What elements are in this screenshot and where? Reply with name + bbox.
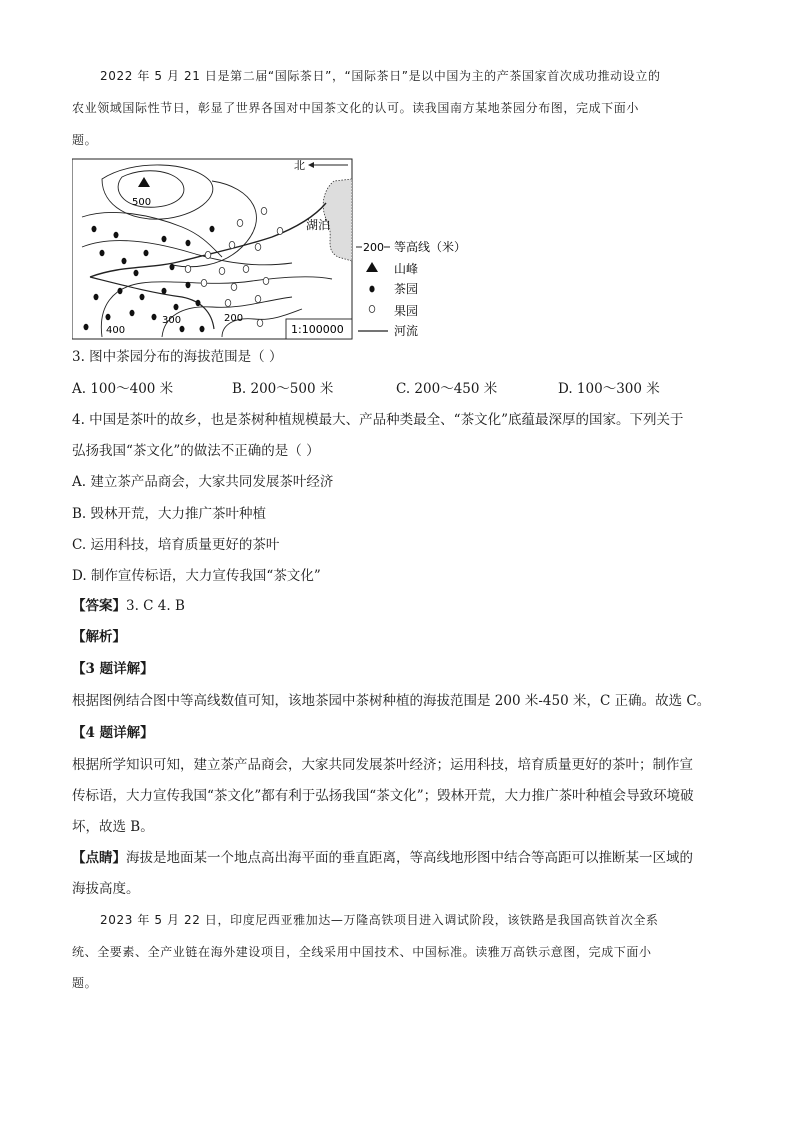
question-3-option-b: B. 200～500 米 [232,381,334,397]
contour-label-300: 300 [162,315,182,326]
orchard-dot [255,295,261,302]
question-4-stem-line-2: 弘扬我国“茶文化”的做法不正确的是（ ） [72,443,320,459]
tea-garden-dot [180,326,185,332]
tea-garden-dot [200,326,205,332]
tea-garden-dot [152,314,157,320]
analysis-label: 【解析】 [72,629,126,645]
tea-garden-dot [144,250,149,256]
tea-garden-dot [210,226,215,232]
question-4-option-a: A. 建立茶产品商会，大家共同发展茶叶经济 [72,474,334,490]
orchard-dot [225,299,231,306]
answer-text: 3. C 4. B [126,598,185,614]
orchard-dot [257,319,263,326]
question-4-option-c: C. 运用科技，培育质量更好的茶叶 [72,537,280,553]
intro-line-1: 2022 年 5 月 21 日是第二届“国际茶日”，“国际茶日”是以中国为主的产茶国家首次成功推动设立的 [100,69,661,83]
north-label: 北 [294,159,305,172]
scale-label: 1:100000 [291,323,344,336]
intro2-line-2: 统、全要素、全产业链在海外建设项目，全线采用中国技术、中国标准。读雅万高铁示意图，完成下面小 [72,945,652,959]
legend-tea-label: 茶园 [394,282,419,296]
legend-contour-value: 200 [363,241,384,254]
question-3-options [72,376,722,402]
comment-line-2: 海拔高度。 [72,881,140,897]
comment-text: 海拔是地面某一个地点高出海平面的垂直距离，等高线地形图中结合等高距可以推断某一区域的 [126,850,693,866]
intro-line-2: 农业领域国际性节日，彰显了世界各国对中国茶文化的认可。读我国南方某地茶园分布图，完成下面小 [72,101,640,115]
orchard-dot [229,241,235,248]
tea-garden-dot [162,288,167,294]
orchard-dot [243,265,249,272]
tea-garden-dot [170,264,175,270]
detail-4-line-2: 传标语，大力宣传我国“茶文化”都有利于弘扬我国“茶文化”；毁林开荒，大力推广茶叶种植会导致环境破 [72,788,694,804]
tea-garden-dot [92,226,97,232]
detail-4-line-3: 坏，故选 B。 [72,819,154,835]
orchard-dot [205,251,211,258]
answer-line [72,591,722,621]
legend-river-label: 河流 [394,324,419,338]
orchard-dot [185,265,191,272]
tea-garden-dot [94,294,99,300]
question-3-option-d: D. 100～300 米 [558,381,660,397]
question-4-option-d: D. 制作宣传标语，大力宣传我国“茶文化” [72,568,321,584]
tea-garden-dot [100,250,105,256]
tea-garden-dot [106,314,111,320]
tea-garden-dot [134,270,139,276]
orchard-dot [219,267,225,274]
orchard-dot [277,227,283,234]
tea-garden-dot [186,240,191,246]
orchard-dot [201,279,207,286]
tea-garden-dot [118,288,123,294]
detail-4-label: 【4 题详解】 [72,725,154,741]
orchard-dot [237,219,243,226]
tea-garden-dot [174,304,179,310]
orchard-dot [255,243,261,250]
intro2-line-3: 题。 [72,976,98,990]
detail-4-line-1: 根据所学知识可知，建立茶产品商会，大家共同发展茶叶经济；运用科技，培育质量更好的茶叶；制作宣 [72,757,693,773]
detail-3-label: 【3 题详解】 [72,661,154,677]
tea-garden-dot [196,300,201,306]
question-4-stem-line-1: 4. 中国是茶叶的故乡，也是茶树种植规模最大、产品种类最全、“茶文化”底蕴最深厚的国家。下列关于 [72,412,684,428]
map-frame [72,159,352,339]
legend-orchard-label: 果园 [394,304,419,318]
legend-peak-label: 山峰 [394,262,419,276]
intro-line-3: 题。 [72,133,98,147]
legend-tea-icon [369,286,374,293]
legend-contour-label: 等高线（米） [394,240,467,254]
contour-label-400: 400 [106,325,126,336]
legend-peak-icon [366,262,378,272]
comment-label: 【点睛】 [72,850,126,866]
legend-orchard-icon [369,305,375,312]
contour-label-500: 500 [132,197,152,208]
tea-garden-dot [122,258,127,264]
detail-3-text: 根据图例结合图中等高线数值可知，该地茶园中茶树种植的海拔范围是 200 米-450 米，C 正确。故选 C。 [72,693,711,709]
tea-garden-dot [186,282,191,288]
contour-label-200: 200 [224,313,244,324]
lake-label: 湖泊 [306,218,331,232]
tea-garden-dot [162,236,167,242]
question-3-option-a: A. 100～400 米 [72,381,174,397]
question-3-stem: 3. 图中茶园分布的海拔范围是（ ） [72,349,283,365]
orchard-dot [231,283,237,290]
comment-line-1 [72,843,722,873]
tea-garden-dot [130,310,135,316]
intro2-line-1: 2023 年 5 月 22 日，印度尼西亚雅加达—万隆高铁项目进入调试阶段，该铁路是我国高铁首次全系 [100,913,659,927]
question-3-option-c: C. 200～450 米 [396,381,498,397]
question-4-option-b: B. 毁林开荒，大力推广茶叶种植 [72,506,267,522]
orchard-dot [261,207,267,214]
tea-garden-dot [84,324,89,330]
tea-garden-map [72,157,472,343]
tea-garden-dot [140,294,145,300]
tea-garden-dot [114,232,119,238]
answer-label: 【答案】 [72,598,126,614]
orchard-dot [263,277,269,284]
